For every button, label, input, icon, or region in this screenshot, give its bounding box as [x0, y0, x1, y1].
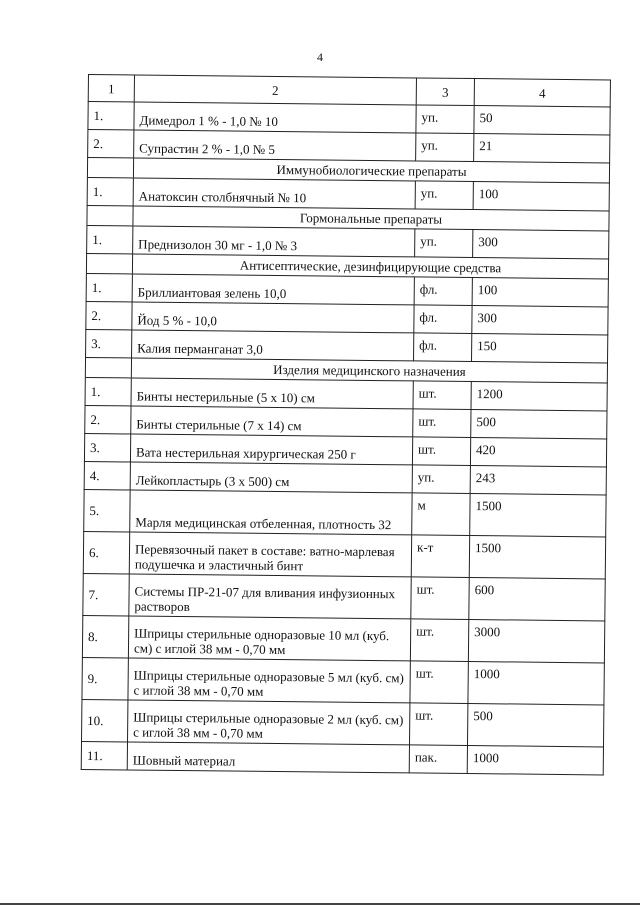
item-quantity: 100: [473, 182, 609, 211]
supplies-table-body: [81, 75, 610, 775]
item-name: Йод 5 % - 10,0: [132, 302, 414, 333]
item-name: Димедрол 1 % - 1,0 № 10: [134, 102, 416, 133]
row-number: 2.: [86, 301, 132, 329]
row-number: 6.: [83, 531, 129, 573]
item-quantity: 21: [474, 134, 610, 163]
row-number: 3.: [86, 329, 132, 357]
item-name: Перевязочный пакет в составе: ватно-марлевая подушечка и эластичный бинт: [129, 532, 411, 577]
row-number: 10.: [82, 699, 128, 741]
item-unit: пак.: [409, 745, 467, 774]
item-unit: шт.: [412, 437, 470, 466]
header-col-2: 2: [134, 75, 416, 105]
row-number: 1.: [87, 225, 133, 253]
row-number: 9.: [82, 657, 128, 699]
row-number: 5.: [84, 489, 130, 531]
row-number: 2.: [85, 405, 131, 433]
item-quantity: 1000: [467, 746, 603, 775]
section-number-cell: [86, 253, 132, 273]
item-unit: уп.: [415, 229, 473, 258]
item-quantity: 1500: [469, 536, 605, 579]
header-col-3: 3: [416, 78, 474, 106]
section-title: Иммунобиологические препараты: [133, 158, 609, 183]
item-unit: шт.: [409, 703, 467, 746]
table-row: [83, 573, 605, 620]
item-name: Шприцы стерильные одноразовые 5 мл (куб. см) с иглой 38 мм - 0,70 мм: [128, 658, 410, 703]
item-quantity: 600: [469, 578, 605, 621]
row-number: 8.: [82, 615, 128, 657]
supplies-table: [81, 74, 611, 775]
item-unit: уп.: [412, 465, 470, 494]
item-quantity: 300: [473, 230, 609, 259]
item-name: Вата нестерильная хирургическая 250 г: [130, 434, 412, 465]
row-number: 11.: [81, 741, 127, 769]
table-row: [82, 657, 604, 704]
item-quantity: 1000: [468, 662, 604, 705]
header-col-1: 1: [88, 75, 134, 102]
row-number: 1.: [88, 102, 134, 130]
item-quantity: 150: [472, 334, 608, 363]
section-title: Гормональные препараты: [133, 206, 609, 231]
item-unit: уп.: [416, 133, 474, 162]
item-quantity: 500: [467, 704, 603, 747]
item-name: Анатоксин столбнячный № 10: [133, 178, 415, 209]
item-name: Шовный материал: [127, 742, 409, 773]
item-quantity: 3000: [468, 620, 604, 663]
row-number: 4.: [84, 461, 130, 489]
item-name: Марля медицинская отбеленная, плотность 32: [130, 490, 412, 535]
item-unit: м: [412, 493, 470, 536]
item-quantity: 1500: [470, 494, 606, 537]
section-number-cell: [85, 357, 131, 377]
item-unit: фл.: [414, 333, 472, 362]
item-unit: уп.: [415, 181, 473, 210]
row-number: 7.: [83, 573, 129, 615]
item-name: Шприцы стерильные одноразовые 2 мл (куб. см) с иглой 38 мм - 0,70 мм: [128, 700, 410, 745]
table-row: [83, 531, 605, 578]
item-unit: уп.: [416, 105, 474, 134]
item-name: Лейкопластырь (3 х 500) см: [130, 462, 412, 493]
row-number: 1.: [87, 177, 133, 205]
item-quantity: 420: [470, 438, 606, 467]
item-name: Бинты стерильные (7 х 14) см: [131, 406, 413, 437]
table-row: [82, 699, 604, 746]
item-name: Преднизолон 30 мг - 1,0 № 3: [133, 226, 415, 257]
item-unit: шт.: [413, 381, 471, 410]
item-unit: к-т: [411, 535, 469, 578]
item-unit: шт.: [410, 619, 468, 662]
section-number-cell: [87, 205, 133, 225]
item-quantity: 50: [474, 106, 610, 135]
item-quantity: 243: [470, 466, 606, 495]
item-name: Системы ПР-21-07 для вливания инфузионных растворов: [129, 574, 411, 619]
item-name: Калия перманганат 3,0: [132, 330, 414, 361]
row-number: 1.: [86, 273, 132, 301]
item-name: Шприцы стерильные одноразовые 10 мл (куб. см) с иглой 38 мм - 0,70 мм: [128, 616, 410, 661]
item-name: Бинты нестерильные (5 х 10) см: [131, 378, 413, 409]
item-unit: шт.: [413, 409, 471, 438]
table-row: [84, 489, 606, 536]
table-row: [82, 615, 604, 662]
item-name: Супрастин 2 % - 1,0 № 5: [134, 130, 416, 161]
item-unit: шт.: [411, 577, 469, 620]
item-quantity: 1200: [471, 382, 607, 411]
item-unit: шт.: [410, 661, 468, 704]
item-unit: фл.: [414, 305, 472, 334]
table-row: [81, 741, 603, 774]
item-quantity: 500: [471, 410, 607, 439]
header-col-4: 4: [474, 79, 610, 107]
item-unit: фл.: [414, 277, 472, 306]
section-title: Антисептические, дезинфицирующие средства: [132, 254, 608, 279]
row-number: 3.: [84, 433, 130, 461]
item-quantity: 300: [472, 306, 608, 335]
section-title: Изделия медицинского назначения: [131, 358, 607, 383]
row-number: 1.: [85, 377, 131, 405]
page-number: 4: [317, 50, 323, 64]
section-number-cell: [87, 158, 133, 178]
item-quantity: 100: [472, 278, 608, 307]
row-number: 2.: [88, 130, 134, 158]
item-name: Бриллиантовая зелень 10,0: [132, 274, 414, 305]
